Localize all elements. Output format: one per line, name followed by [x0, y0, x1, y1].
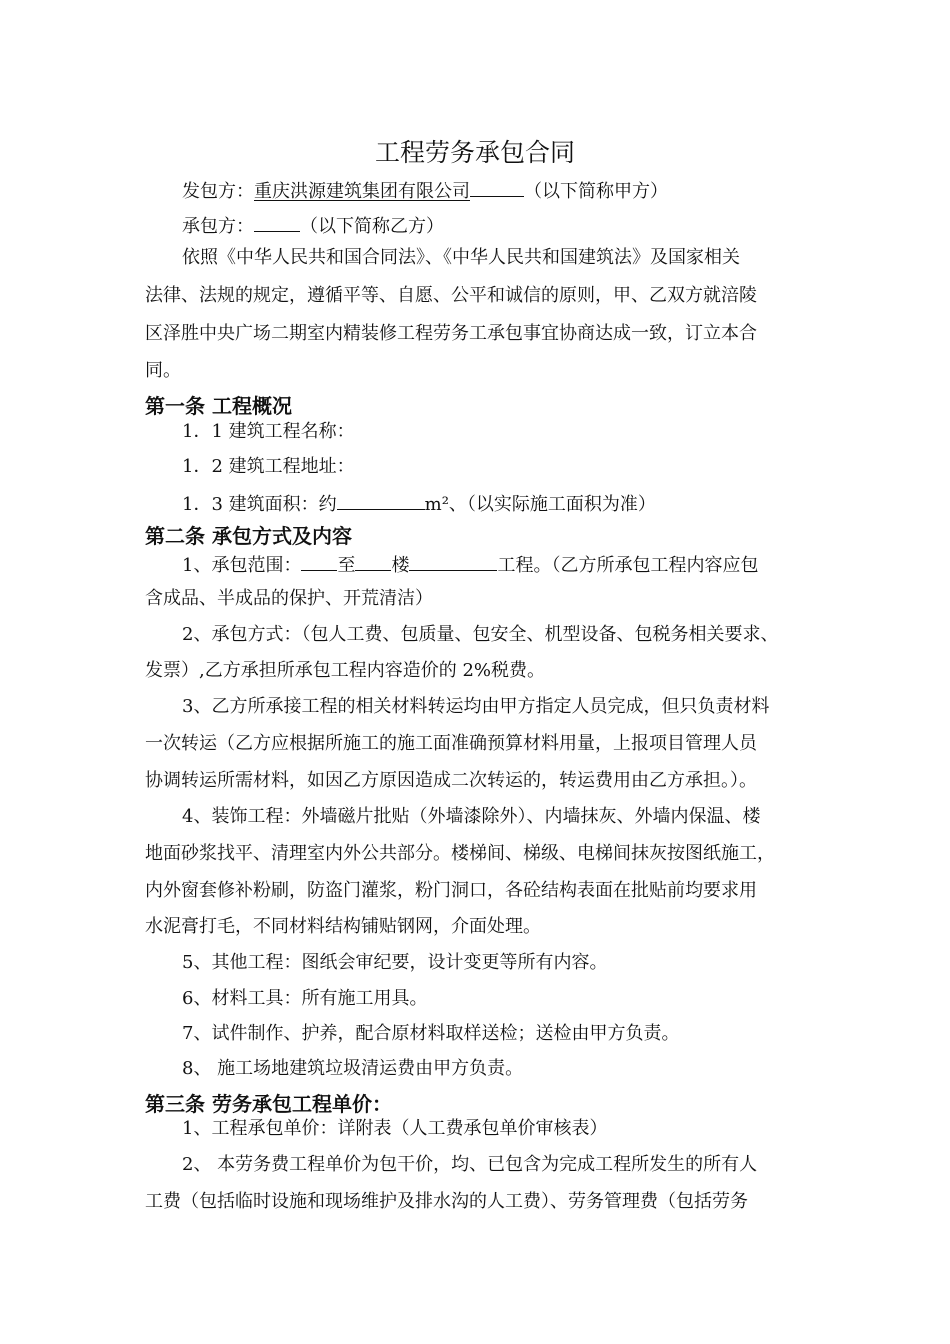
party-a-suffix: （以下简称甲方）: [524, 181, 668, 202]
party-b-label: 承包方：: [182, 216, 254, 237]
test-line: 7、试件制作、护养，配合原材料取样送检；送检由甲方负责。: [182, 1023, 680, 1044]
deco-line-3: 内外窗套修补粉刷，防盗门灌浆，粉门洞口，各砼结构表面在批贴前均要求用: [145, 880, 757, 901]
transport-line-1: 3、乙方所承接工程的相关材料转运均由甲方指定人员完成，但只负责材料: [182, 696, 770, 717]
scope-blank-from: [301, 550, 337, 571]
price-line-2b: 工费（包括临时设施和现场维护及排水沟的人工费）、劳务管理费（包括劳务: [145, 1191, 748, 1212]
area-label: 1．3 建筑面积：约: [182, 494, 337, 515]
price-line-2a: 2、 本劳务费工程单价为包干价，均、已包含为完成工程所发生的所有人: [182, 1154, 758, 1175]
area-suffix: m²、（以实际施工面积为准）: [424, 494, 656, 515]
transport-line-3: 协调转运所需材料，如因乙方原因造成二次转运的，转运费用由乙方承担。）。: [145, 770, 757, 791]
party-a-line: [182, 176, 668, 204]
scope-building: 楼: [391, 555, 410, 576]
intro-line-4: 同。: [145, 360, 181, 381]
article-1-heading: 第一条 工程概况: [145, 394, 292, 418]
intro-line-3: 区泽胜中央广场二期室内精装修工程劳务工承包事宜协商达成一致，订立本合: [145, 323, 757, 344]
party-a-name: 重庆洪源建筑集团有限公司: [254, 181, 470, 202]
intro-line-1: 依照《中华人民共和国合同法》、《中华人民共和国建筑法》及国家相关: [182, 247, 740, 268]
mode-line-1: 2、承包方式：（包人工费、包质量、包安全、机型设备、包税务相关要求、: [182, 624, 779, 645]
article-1-item-1: 1．1 建筑工程名称：: [182, 421, 355, 442]
waste-line: 8、 施工场地建筑垃圾清运费由甲方负责。: [182, 1058, 524, 1079]
other-line: 5、其他工程：图纸会审纪要，设计变更等所有内容。: [182, 952, 608, 973]
scope-line-1: [182, 550, 758, 578]
party-a-blank: [470, 176, 524, 197]
deco-line-2: 地面砂浆找平、清理室内外公共部分。楼梯间、梯级、电梯间抹灰按图纸施工，: [145, 843, 775, 864]
contract-title: 工程劳务承包合同: [374, 138, 575, 167]
transport-line-2: 一次转运（乙方应根据所施工的施工面准确预算材料用量，上报项目管理人员: [145, 733, 757, 754]
price-line-1: 1、工程承包单价：详附表（人工费承包单价审核表）: [182, 1118, 608, 1139]
party-b-suffix: （以下简称乙方）: [300, 216, 444, 237]
scope-blank-project: [409, 550, 497, 571]
deco-line-4: 水泥膏打毛，不同材料结构铺贴钢网，介面处理。: [145, 916, 541, 937]
article-1-item-2: 1．2 建筑工程地址：: [182, 456, 355, 477]
article-2-heading: 第二条 承包方式及内容: [145, 524, 352, 548]
mode-line-2: 发票）,乙方承担所承包工程内容造价的 2%税费。: [145, 660, 545, 681]
scope-to: 至: [337, 555, 356, 576]
intro-line-2: 法律、法规的规定，遵循平等、自愿、公平和诚信的原则，甲、乙双方就涪陵: [145, 285, 757, 306]
scope-suffix: 工程。（乙方所承包工程内容应包: [497, 555, 759, 576]
scope-line-2: 含成品、半成品的保护、开荒清洁）: [145, 588, 433, 609]
tools-line: 6、材料工具：所有施工用具。: [182, 988, 428, 1009]
party-b-blank: [254, 211, 300, 232]
party-a-label: 发包方：: [182, 181, 254, 202]
area-blank: [337, 489, 425, 510]
article-1-item-3: [182, 489, 656, 517]
scope-label: 1、承包范围：: [182, 555, 302, 576]
party-b-line: [182, 211, 444, 239]
scope-blank-to: [355, 550, 391, 571]
deco-line-1: 4、装饰工程：外墙磁片批贴（外墙漆除外）、内墙抹灰、外墙内保温、楼: [182, 806, 761, 827]
article-3-heading: 第三条 劳务承包工程单价：: [145, 1092, 392, 1116]
